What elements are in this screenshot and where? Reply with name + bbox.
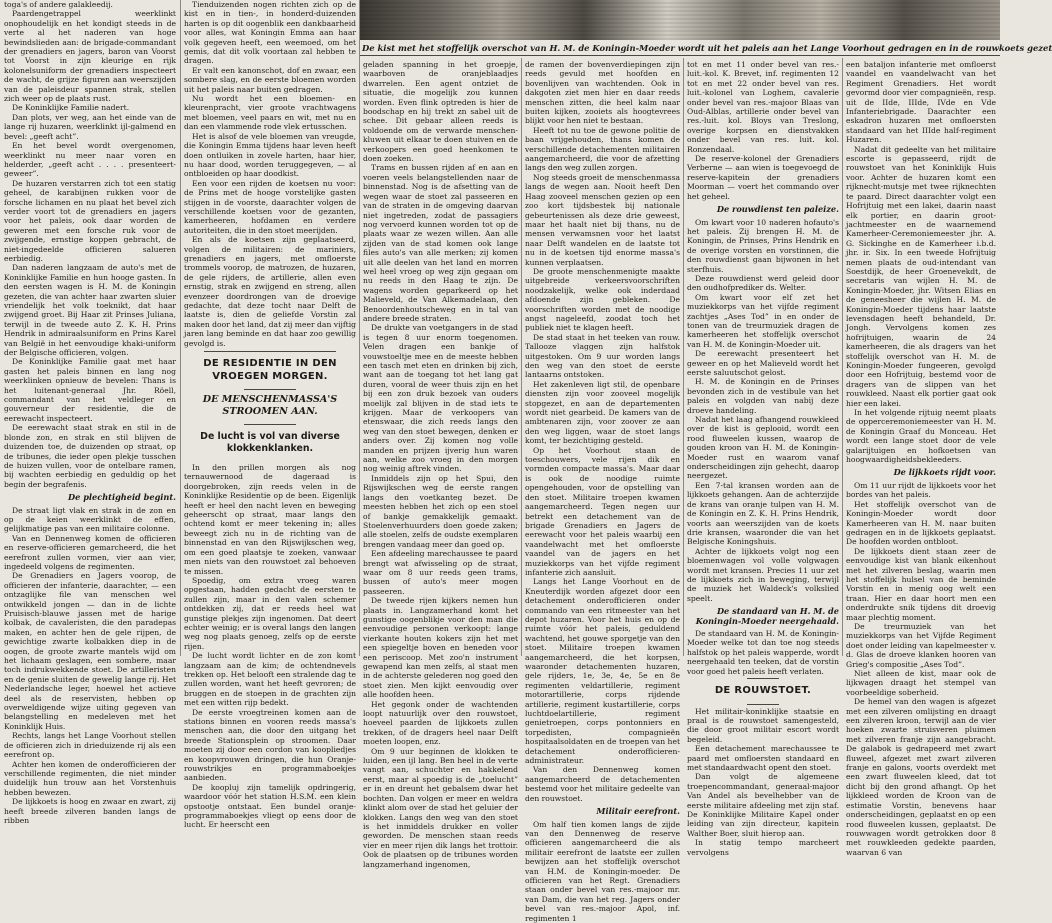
column-3 — [363, 60, 518, 869]
col4-text: Van den Dennenweg komen aangemarcheerd de detachementen bestemd voor het militaire gedeelte van den rouwstoet. — [525, 765, 680, 803]
col6-text: Het stoffelijk overschot van de Koningin-Moeder wordt door Kamerheeren van H. M. naar buiten gedragen en in de lijkkoets geplaatst. De hoofden worden ontbloot. — [846, 499, 996, 547]
headline-menschenmassa: DE MENSCHENMASSA'S STROOMEN AAN. — [202, 394, 338, 418]
col2-text: De lucht wordt lichter en de zon komt langzaam aan de kim; de ochtendnevels trekken op. Het belooft een stralende dag te zullen worden, want het heeft gevroren; de bruggen en de stoepen in de grachten zijn met een witten rijp bedekt. — [184, 651, 356, 708]
col2-text: De koopluj zijn tamelijk opdringerig, waardoor vóór het station H.S.M. een klein opstootje ontstaat. Een bundel oranje-programmaboekjes vliegt op eens door de lucht. Er heerscht een — [184, 782, 356, 830]
section-rule — [244, 389, 296, 390]
col4-text: Langs het Lange Voorhout en de Kneuterdijk worden afgezet door een detachement onderofficieren onder commando van een ritmeester van het depot huzaren. Voor het huis en op de ruimte vóór het paleis, geduldend wachtend, het gouwe sporgetje van den stoet. Militaire troepen kwamen aangemarcheerd, die het korpsen, waaronder detachementen huzaren, gele rijders, 1e, 3e, 4e, 5e en 8e regimenten veldartillerie, regiment motorartillerie, corps rijdende artillerie, regiment kustartillerie, corps luchtdoelartillerie, regiment genietroepen, corps pontonniers en torpedisten, compagnieën hospitaalsoldaten en de troepen van het detachement onderofficieren-administrateur. — [525, 577, 680, 766]
col2-text: Het is alsof de vele bloemen van vreugde, die Koningin Emma tijdens haar leven heeft doen ontluiken in zovele harten, haar hier, nu haar dood, worden teruggegeven, — al ontbloeiden op haar doodkist. — [184, 131, 356, 179]
subheading: De rouwdienst ten paleize. — [716, 204, 839, 215]
column-divider — [180, 0, 181, 656]
col2-text: En als de koetsen zijn geplaatseerd, volgen de militairen: de mariniers, grenadiers en jagers, met omfloerste trommels voorop, de matrozen, de huzaren, de gele rijders, de artillerie, allen even ernstig, strak en zwijgend en streng, allen evenzeer doordrongen van de droevige gedachte, dat deze tocht naar Delft de laatste is, dien de geliefde Vorstin zal maken door het land, dat zij meer dan vijftig jaren lang beminde en dat haar zoo gewillig gevolgd is. — [184, 235, 356, 348]
col4-text: Om half tien komen langs de zijde van den Dennenweg de reserve officieren aangemarcheerd die als militair eerefront de laatste eer zullen bewijzen aan het stoffelijk overschot van H.M. de Koningin-moeder. De officieren van het Regt. Grenadiers staan onder bevel van res.-majoor mr. van Dam, die van het reg. Jagers onder bevel van res.-majoor Apol, inf. regimenten 1 — [525, 819, 680, 923]
section-rule — [204, 351, 336, 352]
col2-text: Nu wordt het een bloemen- en kleurenpracht, vier groote vrachtwagens met bloemen, veel paars en wit, met nu en dan een vlammende rode vlek ertusschen. — [184, 94, 356, 132]
col2-text: Spoedig, om extra vroeg waren opgestaan, hadden gedacht de eersten te zullen zijn, maar in den valen schemer ontdekken zij, dat er reeds heel wat gunstige plekjes zijn ingenomen. Dat deert echter weinig; er is overal langs den langen weg nog plaats genoeg, zelfs op de eerste rijen. — [184, 575, 356, 651]
col3-text: Het gegonk onder de wachtenden loopt natuurlijk over den rouwstoet, hoeveel paarden de lijkkoets zullen trekken, of de dragers heel naar Delft moeten loopen, enz. — [363, 699, 518, 747]
col1-text: De lijkkoets is hoog en zwaar en zwart, zij heeft breede zilveren banden langs de ribben — [4, 797, 176, 825]
column-divider — [683, 58, 684, 656]
subheading: De plechtigheid begint. — [68, 492, 176, 503]
col4-text: De stad staat in het teeken van rouw. Tallooze vlaggen zijn halfstok uitgestoken. Om 9 uur worden langs den weg van den stoet de eerste lantaarns ontstoken. — [525, 332, 680, 380]
col3-text: De drukte van voetgangers in de stad is tegen 8 uur enorm toegenomen. Velen dragen een bankje of vouwstoeltje mee en de meeste hebben een tasch met eten en drinken bij zich, want aan de toegang tot het lang gat duren, vooral de weer thuis zijn en het bij een zon druk bezoek van ouders moelijk zal blijven in de stad iets te krijgen. Maar de verkoopers van etenswaar, die zich reeds langs den weg van den stoet bewegen, denken er anders over. Zij komen nog volle manden en prijzen ijverig hun waren aan, welke zoo vroeg in den morgen nog weinig aftrek vinden. — [363, 323, 518, 474]
col4-text: de ramen der bovenverdiepingen zijn reeds gevuld met hoofden en bovenlijven van wachtenden. Ook in dakgoten ziet men hier en daar reeds menschen zitten, die heel kalm naar buiten kijken, zooiets als hoogtevrees blijkt voor hen niet te bestaan. — [525, 60, 680, 126]
subheading: De standaard van H. M. de Koningin-Moeder neergehaald. — [695, 606, 839, 626]
col2-text: De eerste vroegtreinen komen aan de stations binnen en vooren reeds massa's menschen aan, die door den uitgang het breede Stationsplein op stroomen. Daar moeten zij door een cordon van koopliedjes en koopvrouwen dringen, die hun Oranje-rouwstrikjes en programmaboekjes aanbieden. — [184, 707, 356, 783]
col4-text: Het zakenleven ligt stil, de openbare diensten zijn voor zooveel mogelijk stopgezet, en aan de departementen wordt niet gearbeid. De kamers van de ambtenaren zijn, voor zoover ze aan den weg liggen, waar de stoet langs komt, ter bezichtiging gesteld. — [525, 379, 680, 446]
col2-text: In den prillen morgen als nog ternauwernood de dageraad is doorgebroken, zijn reeds velen in de Koninklijke Residentie op de been. Eigenlijk heeft er heel den nacht leven en beweging geheerscht op straat, maar langs den ochtend komt er meer tekening in; alles beweegt zich nu in de richting van de binnenstad en van den Rijswijkschen weg, om een goed plaatsje te zoeken, vanwaar men niets van den rouwstoet zal behoeven te missen. — [184, 463, 356, 576]
col1-text: De Koninklijke Familie nadert. — [12, 103, 130, 113]
col5-text: Een detachement marechaussee te paard met omfloersten standaard en met standaardwacht opent den stoet. — [687, 744, 839, 772]
headline-rouwstoet: DE ROUWSTOET. — [714, 685, 812, 696]
col5-text: Achter de lijkkoets volgt nog een bloemenwagen vol volle volgwagen wordt met kransen. Precies 11 uur zet de lijkkoets zich in beweging, terwijl de muziek het Waldeck's volkslied speelt. — [687, 546, 839, 603]
subheading: Militair eerefront. — [596, 806, 680, 817]
col2-text: Een voor een rijden de koetsen nu voor: de Prins met de hooge vorstelijke gasten stijgen in de voorste, daarachter volgen de verschillende koetsen voor de gezanten, kamerheeren, hofdamen en verdere autoriteiten, die in den stoet meerijden. — [184, 178, 356, 235]
col1-text: De eerewacht staat strak en stil in de blonde zon, en strak en stil blijven de duizenden toe, de duizenden op straat, op de tribunes, die ieder open plekje tusschen de huizen vullen, voor de ontelbare ramen, bij wachten eerbiedig en geduldig op het begin der begrafenis. — [4, 423, 176, 489]
col6-text: een bataljon infanterie met omfloerst vaandel en vaandelwacht van het Regiment Grenadiers. Het wordt gevormd door vier compagnieën, resp. uit de IIde, IIIde, IVde en Vde Infanteriebrigade. Daarachter een eskadron huzaren met omfloersten standaard van het IIIde half-regiment Huzaren. — [846, 60, 996, 145]
col6-text: In het volgende rijtuig neemt plaats de opperceremoniemeester van H. M. de Koningin Graaf du Monceau. Het wordt een lange stoet door de vele galarijtuigen en hofkoetsen van hoogwaardigheidsbekleeders. — [846, 408, 996, 465]
col6-text: De lijkkoets dient staan zeer de eenvoudige kist van blank eikenhout met het zilveren beslag, waarin men het stoffelijk hulsel van de beminde Vorstin en in menig oog welt een traan. Hier en daar hoort men een onderdrukte snik tijdens dit droevig maar plechtig moment. — [846, 546, 996, 622]
col6-text: De treurmuziek van het muziekkorps van het Vijfde Regiment doet onder leiding van kapelmeester v. d. Glas de droeve klanken hooren van Grieg's compositie „Ases Tod”. — [846, 621, 996, 669]
col6-text: Nadat dit gedeelte van het militaire escorte is gepasseerd, rijdt de rouwstoet van het Koninklijk Huis voor. Achter de huzaren komt een rijknecht-mutsje met twee rijknechten te paard. Direct daarachter volgt een Hofrijtuig met een lakei, daarin naast elk portier, en daarin groot-jachtmeester en de waarnemend Kamerheer-Ceremoniemeester jhr. A. G. Sickinghe en de Kamerheer i.b.d. jhr. ir. Six. In een tweede Hofrijtuig nemen plaats de oud-intendant van Soestdijk, de heer Groenevekdt, de secretaris van wijlen H. M. de Koningin-Moeder, jhr. Witsen Elias en de geneesheer die wijlen H. M. de Koningin-Moeder tijdens haar laatste levensdagen heeft behandeld, Dr. Jongh. Vervolgens komen zes hofrijtuigen, waarin de 24 kamerheeren, die als dragers van het stoffelijk overschot van H. M. de Koningin-Moeder fungeeren, gevolgd door een Hofrijtuig, bestemd voor de dragers van de slippen van het rouwkleed. Naast elk portier gaat ook hier een lakei. — [846, 144, 996, 408]
col5-text: Om kwart voor elf zet het muziekkorps van het vijfde regiment zachtjes „Ases Tod” in en onder de tonen van de treurmuziek dragen de kamerheeren het stoffelijk overschot van H. M. de Koningin-Moeder uit. — [687, 292, 839, 349]
section-rule — [747, 704, 779, 705]
col5-text: Om kwart voor 10 naderen hofauto's het paleis. Zij brengen H. M. de Koningin, de Prinses, Prins Hendrik en de overige vorsten en vorstinnen, die den rouwdienst gaan bijwonen in het sterfhuis. — [687, 217, 839, 274]
subheading: De lijkkoets rijdt voor. — [893, 467, 996, 478]
col3-text: Inmiddels zijn op het Spui, den Rijswijkschen weg de eerste rangen langs den voetkanteg bezet. De meesten hebben het zich op een stoel of bankje gemakkelijk gemaakt. Stoelenverhuurders doen goede zaken; alle stoelen, zelfs de oudste exemplaren brengen vandaag meer dan goed op. — [363, 473, 518, 549]
col3-text: Een afdeeling marechaussee te paard brengt wat afwisseling op de straat, waar om 8 uur reeds geen trams, bussen of auto's meer mogen passeeren. — [363, 549, 518, 596]
headline-klokken: De lucht is vol van diverse klokkenklanken. — [200, 431, 340, 455]
col5-text: H. M. de Koningin en de Prinses bevonden zich in de vestibule van het paleis en volgden van nabij deze droeve handeling. — [687, 377, 839, 415]
col3-text: De tweede rijen kijkers nemen hun plaats in. Langzamerhand komt het gunstige oogenblikje voor den man die eenvoudige personen verkoopt: lange vierkante houten kokers zijn het met een spiegeltje boven en beneden voor een periscoop. Met zoo'n instrument gewapend kan men zelfs, al staat men in de achterste gelederen nog goed den stoet zien. Men kijkt eenvoudig over alle hoofden heen. — [363, 596, 518, 700]
col1-text: De Grenadiers en Jagers voorop, de officieren der infanterie, daarachter, — een ontzaglijke file van menschen wel ontwikkeld jongen — dan in de lichte Pruisisch-blauwe jassen met de harige kolbak, de cavaleristen, die den paradepas maken, en achter hen de gele rijpen, de gewichtige zwarte kolbakken diep in de oogen, de groote zwarte mantels wijd om het lichaam geslagen, een sombere, maar toch indrukwekkende stoet. De artilleristen en de genie sluiten de gewelig lange rij. Het Nederlandsche leger, hoewel het actieve deel als de reservisten, hebben op overweldigende wijze uiting gegeven van belangstelling en medeleven met het Koninklijk Huis. — [4, 571, 176, 731]
col5-text: De eerewacht presenteert het geweer en op het Malieveld wordt het eerste saluutschot gelost. — [687, 349, 839, 377]
col1-text: De straat ligt vlak en strak in de zon en op de keien weerklinkt de effen, gelijkmatige pas van een militaire colonne. — [4, 505, 176, 534]
col1-text: Rechts, langs het Lange Voorhout stellen de officieren zich in drieduizende rij als een eerefront op. — [4, 731, 176, 760]
col5-text: In statig tempo marcheert vervolgens — [687, 838, 839, 857]
col1-text: Dan plots, ver weg, aan het einde van de lange rij huzaren, weerklinkt ijl-galmend en bevel: „geeft acht”. — [4, 112, 176, 141]
column-2 — [184, 0, 356, 830]
col1-text: Dan naderen langzaam de auto's met de Koninklijke Familie en hun hooge gasten. In den eersten wagen is H. M. de Koningin gezeten, die van achter haar zwarten sluier vriendelijk het volk toeknikt, dat haar zwijgend groet. Bij Haar zit Prinses Juliana, terwijl in de tweede auto Z. K. H. Prins Hendrik in admiraalsuniform en Prins Karel van België in het eenvoudige khaki-uniform der Belgische officieren, volgen. — [4, 263, 176, 358]
column-4 — [525, 60, 680, 923]
col5-text: De standaard van H. M. de Koningin-Moeder welke tot dan toe nog steeds halfstok op het paleis wapperde, wordt neergehaald ten teeken, dat de vorstin voor goed het paleis heeft verlaten. — [687, 628, 839, 676]
col6-text: Niet alleen de kist, maar ook de lijkwagen draagt het stempel van voorbeeldige soberheid. — [846, 669, 996, 697]
col4-text: Op het Voorhout staan de toeschouwers, vele rijen dik en vormden compacte massa's. Maar daar is ook de noodige ruimte opengehouden, voor de opstelling van den stoet. Militaire troepen kwamen aangemarcheerd. Tegen negen uur betrekt een detachement van de brigade Grenadiers en Jagers de eerewacht voor het paleis waarbij een vaandelwacht met het omfloerste vaandel van de jagers en het muziekkorps van het vijfde regiment infanterie zich aansluit. — [525, 445, 680, 577]
col5-text: Het militair-koninklijke staatsie en praal is de rouwstoet samengesteld, die door groot militair escort wordt begeleid. — [687, 706, 839, 744]
col4-text: Nog steeds groeit de menschenmassa langs de wegen aan. Nooit heeft Den Haag zooveel menschen gezien op een zoo kort tijdsbestek bij nationale gebeurtenissen als deze drie geweest, maar het haalt niet bij thans, nu de mensen verwamsnen voor het laatst naar Delft wandelen en de laatste tot nu in de koetsen tijd enorme massa's kunnen verplaatsen. — [525, 172, 680, 267]
funeral-photo — [360, 0, 1000, 40]
col6-text: De hemel van den wagen is afgezet met een zilveren omlijsting en draagt een zilveren kroon, terwijl aan de vier hoeken zwarte struisveren pluimen met zilveren franje zijn aangebracht. De galabok is gedrapeerd met zwart fluweel, afgezet met zwart zilveren franje en galons, voorts overdekt met een zwart fluweelen kleed, dat tot dicht bij den grond afhangt. Op het lijkkleed worden de Kroon van de estimatie Vorstin, benevens haar onderscheidingen, geplaatst en op een rood fluweelen kussen, geplaatst. De rouwwagen wordt getrokken door 8 met rouwkleeden gedekte paarden, waarvan 6 van — [846, 697, 996, 857]
col1-text: De huzaren verstarren zich tot een statig geheel, de karabijnen rukken voor de forsche lichamen en nu plaat het bevel zich verder voort tot de grenadiers en jagers voor het paleis, ook daar worden de geweren met een forsche ruk voor de zwijgende, ernstige koppen gebracht, de niet-ingedeelde officieren salueren eerbiedig. — [4, 178, 176, 263]
col4-text: Heeft tot nu toe de gewone politie de baan vrijgehouden, thans komen de verschillende detachementen militairen aangemarcheerd, die voor de afzetting langs den weg zullen zorgen. — [525, 125, 680, 173]
col6-text: Om 11 uur rijdt de lijkkoets voor het bordes van het paleis. — [846, 480, 996, 500]
section-rule — [747, 678, 779, 679]
col2-text: Tienduizenden nogen richten zich op de kist en in tien-, in honderd-duizenden harten is op dit oogenblik een dankbaarheid voor alles, wat Koningin Emma aan haar volk gegeven heeft, een weemoed, om het gemis, dat dit volk voortaan zal hebben te dragen. — [184, 0, 356, 66]
column-6 — [846, 60, 996, 857]
column-5 — [687, 60, 839, 857]
column-1 — [4, 0, 176, 825]
col5-text: Deze rouwdienst werd geleid door den oudhofprediker ds. Welter. — [687, 273, 839, 293]
col1-text: toga's of andere galakleedij. — [4, 0, 113, 9]
col1-text: Achter hen komen de onderofficieren der verschillende regimenten, die niet minder duidelijk hun trouw aan het Vorstenhuis hebben bewezen. — [4, 759, 176, 797]
col5-text: Dan volgt de algemeene troepencommandant, generaal-majoor Van Andel als bevelhebber van de eerste militaire afdeeling met zijn staf. De Koninklijke Militaire Kapel onder leiding van zijn directeur, kapitein Walther Boer, sluit hierop aan. — [687, 772, 839, 838]
col2-text: Er valt een kanonschot, dof en zwaar, een sombere slag, en de eerste bloemen worden uit het paleis naar buiten gedragen. — [184, 65, 356, 94]
photo-caption: De kist met het stoffelijk overschot van H. M. de Koningin-Moeder wordt uit het paleis aan het Lange Voorhout gedragen en in de rouwkoets gezet — [362, 43, 1052, 53]
col3-text: Om 9 uur beginnen de klokken te luiden, een ijl lang. Ben heel in de verte vangt aan, schuchter en hakkelend eerst, maar al spoedig is de „toelucht” er in en dreunt het gebalsem dwar het bochten. Dan volgen er meer en weldra klinkt alom over de stad het geluier der klokken. Langs den weg van den stoet is het inmiddels drukker en voller geworden. De menschen staan reeds vier en meer rijen dik langs het trottoir. Ook de plaatsen op de tribunes worden langzamerhand ingenomen, — [363, 746, 518, 869]
column-divider — [359, 0, 360, 656]
col1-text: De Koninklijke Familie gaat met haar gasten het paleis binnen en lang nog weerklinken opnieuw de bevelen: Thans is het luitenant-generaal Jhr. Röell, commandant van het veldleger en gouverneur der residentie, die de eerewacht inspecteert. — [4, 357, 176, 423]
col5-text: Nadat het laag afhangend rouwkleed over de kist is geplooid, wordt een rood fluweelen kussen, waarop de gouden kroon van H. M. de Koningin-Moeder rust en waarom vanaf onderscheidingen zijn gehecht, daarop neergezet. — [687, 415, 839, 481]
section-rule — [244, 424, 296, 425]
col3-text: Trams en bussen rijden af en aan en voeren veels belangstellenden naar de binnenstad. Nog is de afsetting van de wegen waar de stoet zal passeeren en van de straten in de omgeving daarvan niet ingetreden, zodat de passagiers nog vervoerd kunnen worden tot op de plaats waar ze wezen willen. Aan alle zijden van de stad komen ook lange files auto's van alle merken; zij komen uit alle deelen van het land en morren wel heel vroeg op weg zijn gegaan om nu reeds in den Haag te zijn. De wagens worden geparkeerd op het Malieveld, de Van Alkemadelaan, den Benoordenhoutscheweg en in tal van andere breede straten. — [363, 163, 518, 323]
col5-text: Een 7-tal kransen worden aan de lijkkoets gehangen. Aan de achterzijde de krans van oranje tulpen van H. M. de Koningin en Z. K. H. Prins Hendrik, voorts aan weerszijden van de koets drie kransen, waaronder die van het Belgische Koningshuis. — [687, 480, 839, 547]
col3-text: geladen spanning in het groepje, waarboven de oranjeblaadjes dwarrelen. Een agent ontziet de situatie, die mogelijk zou kunnen worden. Even flink optreden is hier de boodschap en hij trekt zn sabel uit de schee. Dit gebaar alleen reeds is voldoende om de verwarde menschen-kluwen uit elkaar te doen stuiven en de verkoopers een goed heenkomen te doen zoeken. — [363, 60, 518, 164]
headline-residentie: DE RESIDENTIE IN DEN VROEGEN MORGEN. — [203, 358, 337, 382]
col4-text: De groote menschenmenigte maakte uitgebreide verkeersvoorschriften noodzakelijk, welke ook inderdaad afdoende zijn gebleken. De voorschriften worden met de noodige angst nageleefd, zoodat toch het publiek niet te klagen heeft. — [525, 266, 680, 333]
col1-text: Paardengetrappel weerklinkt onophoudelijk en het kondigt steeds in de verte al het naderen van hoge bewindslieden aan: de brigade-commandant der grenadiers en jagers, baron van Voorst tot Voorst in zijn kleurige en rijk kolonelsuniform der grenadiers inspecteert de wacht, de grijze figuren aan weerszijden van de paleisdeur spannen strak, stellen zich weer op de plaats rust. — [4, 9, 176, 104]
column-divider — [521, 58, 522, 656]
col1-text: En het bevel wordt overgenomen, weerklinkt nu meer naar voren en helderder, „geeft acht . . . . presenteert-geweer”. — [4, 141, 176, 179]
col1-text: Van en Dennenweg komen de officieren en reserve-officieren gemarcheerd, die het eerefront zullen vormen, vier aan vier, ingedeeld volgens de regimenten. — [4, 533, 176, 571]
column-divider — [842, 58, 843, 656]
col5-text: De reserve-kolonel der Grenadiers Verberne — aan wien is toegevoegd de reserve-kapitein der grenadiers Moorman — voert het commando over het geheel. — [687, 154, 839, 201]
caption-rule — [360, 55, 1000, 56]
col5-text: tot en met 11 onder bevel van res.-luit.-kol. K. Brevet, inf. regimenten 12 tot en met 22 onder bevel van res. luit.-kolonel van Loghem, cavalerie onder bevel van res.-majoor Blaas van Oud-Alblas, artillerie onder bevel van res.-luit. kol. Bloys van Treslong, overige korpsen en dienstvakken onder bevel van res. luit. kol. Ronzendaal. — [687, 60, 839, 154]
